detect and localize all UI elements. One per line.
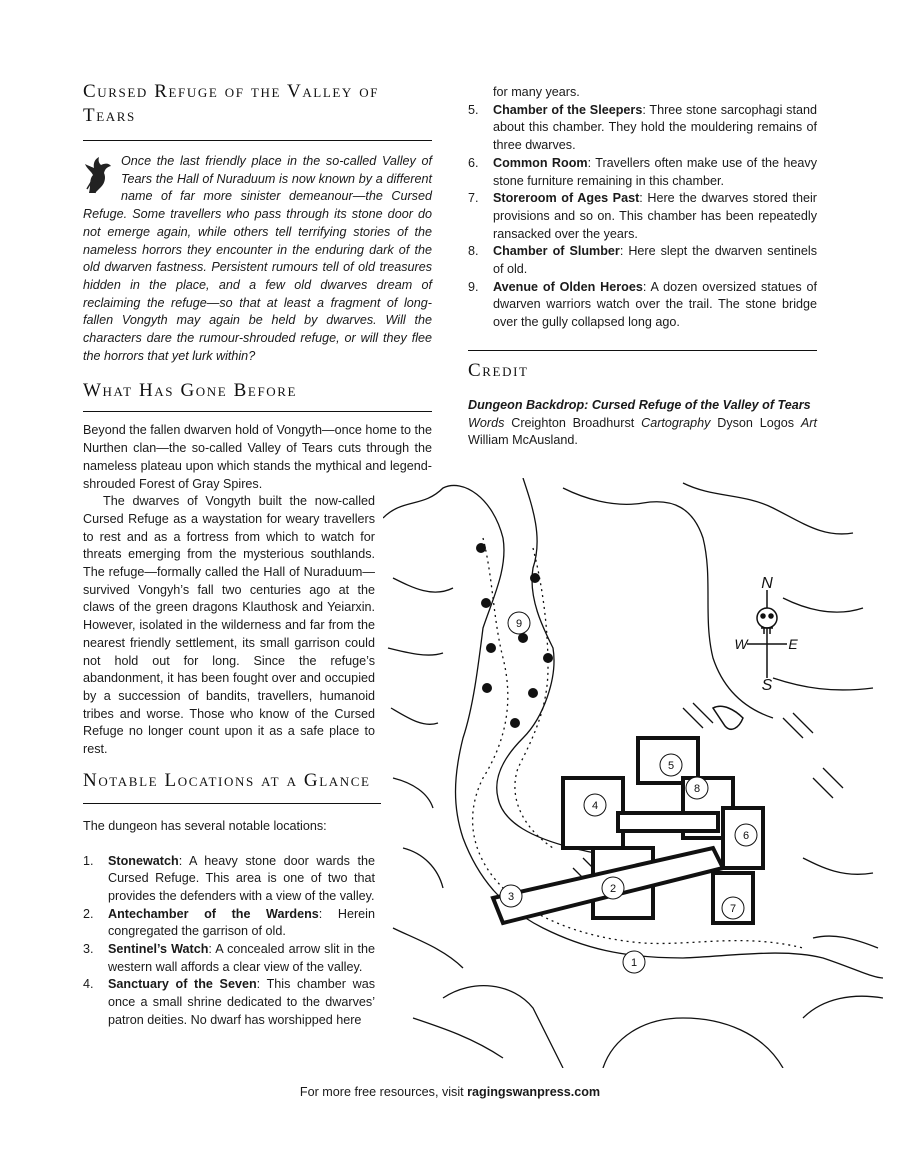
svg-text:3: 3 <box>507 891 515 903</box>
room-marker-8 <box>686 777 708 799</box>
left-column <box>83 80 432 1030</box>
compass-rose-icon <box>713 575 798 729</box>
svg-text:2: 2 <box>609 883 617 895</box>
locations-intro: The dungeon has several notable locations: <box>83 818 327 833</box>
location-item-9: 9. Avenue of Olden Heroes: A dozen oversized statues of dwarven warriors watch over the trail. The stone bridge over the gully collapsed long ago. <box>468 279 817 330</box>
section-title-credit: Credit <box>468 359 529 381</box>
credit-text: Dungeon Backdrop: Cursed Refuge of the Valley of Tears Words Creighton Broadhurst Cartography Dyson Logos Art William McAusland. <box>468 397 817 448</box>
locations-list-right <box>468 84 817 332</box>
locations-list-left <box>83 853 375 1030</box>
dungeon-map <box>383 478 883 1068</box>
intro-block <box>83 153 432 365</box>
svg-text:W: W <box>734 636 748 652</box>
location-item-8: 8. Chamber of Slumber: Here slept the dwarven sentinels of old. <box>468 244 817 277</box>
room-marker-6 <box>735 824 757 846</box>
history-paragraph-2: The dwarves of Vongyth built the now-called Cursed Refuge as a waystation for weary travellers to rest and as a fortress from which to watch for threats emerging from the mysterious southlands. The refuge—formally called the Hall of Nuraduum—survived Vongyh’s fall two centuries ago at the claws of the green dragons Klauthosk and Yeiarxin. However, isolated in the wilderness and far from the nearest friendly settlement, its small garrison could not hold out for long. Since the refuge’s abandonment, it has been fought over and occupied by a succession of bandits, travellers, humanoid tribes and worse. Those who know of the Cursed Refuge no longer count upon it as a safe place to rest. <box>83 494 375 757</box>
location-item-4-continued: for many years. <box>493 85 580 99</box>
footer-link[interactable]: ragingswanpress.com <box>467 1085 601 1099</box>
divider <box>83 803 381 804</box>
room-marker-1 <box>623 951 645 973</box>
location-item-6: 6. Common Room: Travellers often make use of the heavy stone furniture remaining in this chamber. <box>468 155 818 188</box>
room-marker-2 <box>602 877 624 899</box>
intro-text: Once the last friendly place in the so-called Valley of Tears the Hall of Nuraduum is now known by a different name of far more sinister demeanour—the Cursed Refuge. Some travellers who pass through its stone door do not emerge again, while others tell terrifying stories of the nameless horrors they encounter in the enduring dark of the old dwarven fastness. Persistent rumours tell of old treasures hidden in the place, and a few old dwarves dream of reclaiming the refuge—so that at least a fragment of long-fallen Vongyth may again be held by dwarves. Will the characters dare the rumour-shrouded refuge, or will they flee the horrors that yet lurk within? <box>83 154 432 363</box>
location-item-7: 7. Storeroom of Ages Past: Here the dwarves stored their provisions and so on. This chamber has been repeatedly ransacked over the years. <box>468 191 817 241</box>
credit-title: Dungeon Backdrop: Cursed Refuge of the Valley of Tears <box>468 397 811 412</box>
svg-text:9: 9 <box>515 618 523 630</box>
svg-text:5: 5 <box>667 760 675 772</box>
room-marker-7 <box>722 897 744 919</box>
location-item-5: 5. Chamber of the Sleepers: Three stone sarcophagi stand about this chamber. They hold the mouldering remains of three dwarves. <box>468 102 817 153</box>
svg-text:8: 8 <box>693 783 701 795</box>
section-title-what-has-gone-before: What Has Gone Before <box>83 380 298 402</box>
right-column <box>468 84 817 450</box>
svg-text:E: E <box>788 636 798 652</box>
location-item-2: 2. Antechamber of the Wardens: Herein congregated the garrison of old. <box>83 906 375 939</box>
section-title-notable-locations: Notable Locations at a Glance <box>83 769 371 791</box>
divider <box>83 411 432 412</box>
svg-text:N: N <box>761 575 773 592</box>
location-item-3: 3. Sentinel’s Watch: A concealed arrow slit in the western wall affords a clear view of the valley. <box>83 942 375 974</box>
svg-text:S: S <box>761 677 773 694</box>
location-item-4: 4. Sanctuary of the Seven: This chamber was once a small shrine dedicated to the dwarves’ patron deities. No dwarf has worshipped here <box>83 977 376 1027</box>
room-marker-4 <box>584 794 606 816</box>
raven-icon <box>83 155 113 195</box>
history-paragraph-1: Beyond the fallen dwarven hold of Vongyth—once home to the Nurthen clan—the so-called Valley of Tears cuts through the nameless plateau upon which stands the mythical and legend-shrouded Forest of Gray Spires. <box>83 423 432 491</box>
svg-text:6: 6 <box>742 830 750 842</box>
room-marker-3 <box>500 885 522 907</box>
footer: For more free resources, visit ragingswanpress.com <box>299 1085 601 1099</box>
location-item-1: 1. Stonewatch: A heavy stone door wards the Cursed Refuge. This area is one of two that provides the defenders with a view of the valley. <box>83 853 375 903</box>
room-marker-9 <box>508 612 530 634</box>
svg-text:7: 7 <box>729 903 737 915</box>
room-marker-5 <box>660 754 682 776</box>
divider <box>83 140 432 141</box>
svg-text:4: 4 <box>591 800 599 812</box>
svg-text:1: 1 <box>630 957 638 969</box>
section-title-cursed-refuge: Cursed Refuge of the Valley of Tears <box>83 81 380 126</box>
divider <box>468 350 817 351</box>
